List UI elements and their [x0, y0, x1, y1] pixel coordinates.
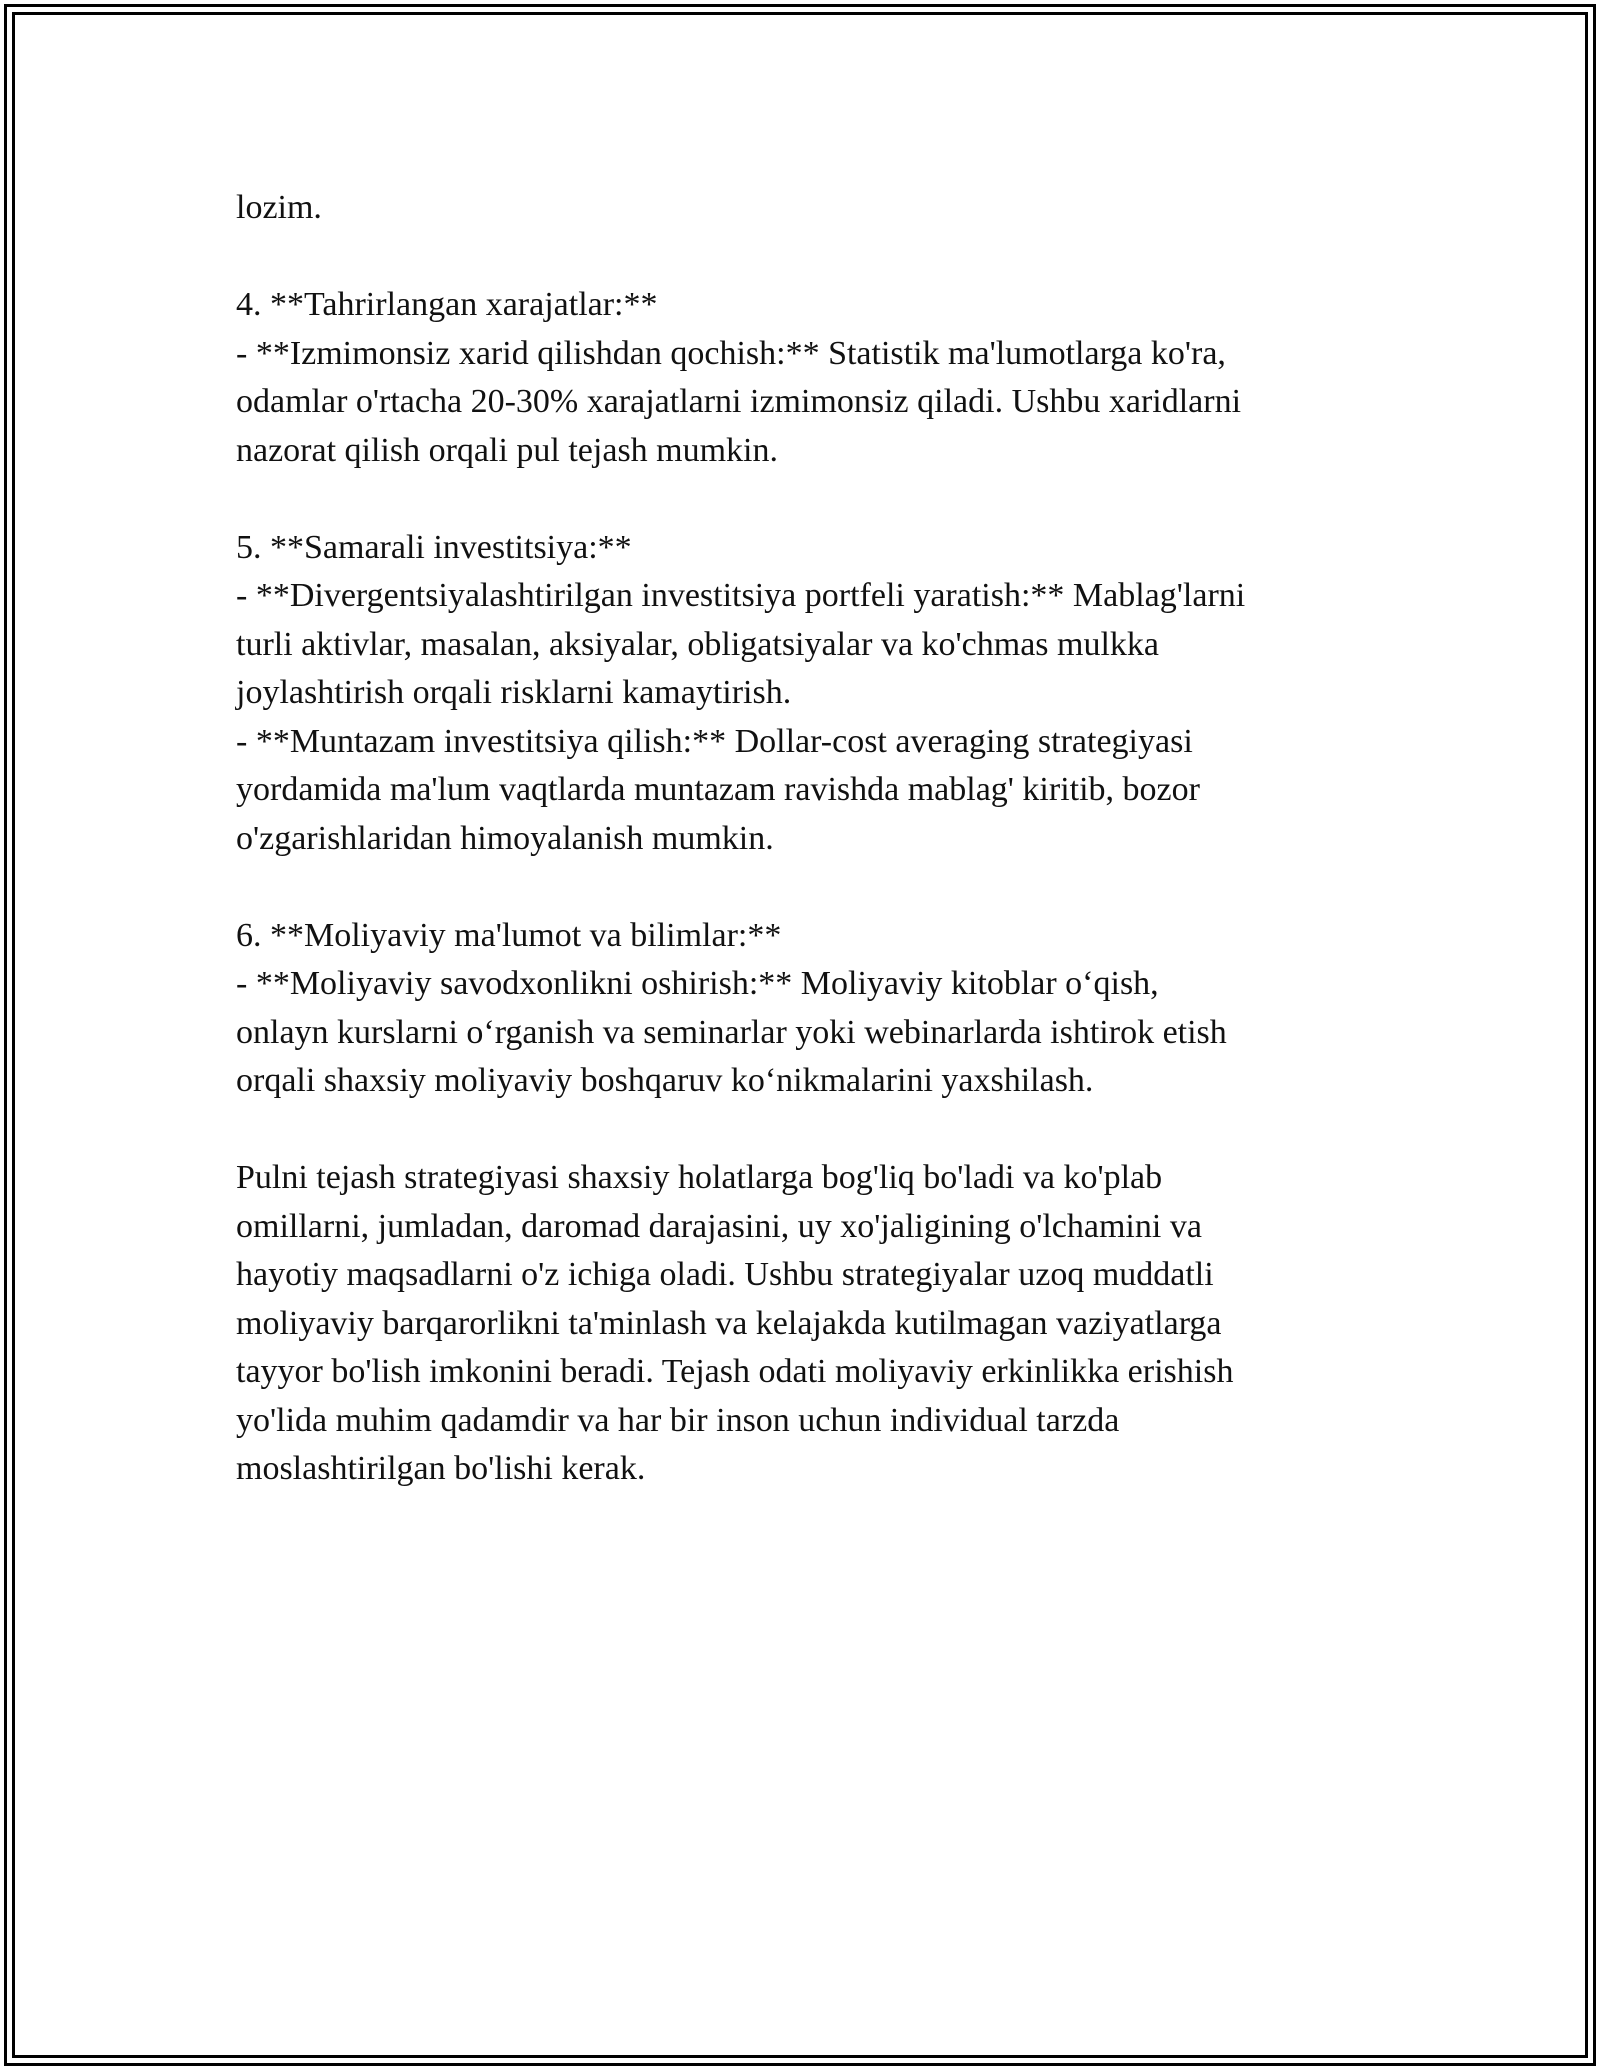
paragraph-gap: [236, 233, 1416, 282]
section-5-investment: 5. **Samarali investitsiya:** - **Divergentsiyalashtirilgan investitsiya portfeli yaratish:** Mablag'larni turli aktivlar, masalan, aksiyalar, obligatsiyalar va ko'chmas mulkka joylashtirish orqali risklarni kamaytirish. - **Muntazam investitsiya qilish:** Dollar-cost averaging strategiyasi yordamida ma'lum vaqtlarda muntazam ravishda mablag' kiritib, bozor o'zgarishlaridan himoyalanish mumkin.: [236, 528, 1246, 857]
paragraph-gap: [236, 1106, 1416, 1155]
paragraph-gap: [236, 475, 1416, 524]
paragraph-gap: [236, 863, 1416, 912]
section-4-expenses: 4. **Tahrirlangan xarajatlar:** - **Izmimonsiz xarid qilishdan qochish:** Statistik ma'lumotlarga ko'ra, odamlar o'rtacha 20-30% xarajatlarni izmimonsiz qiladi. Ushbu xaridlarni nazorat qilish orqali pul tejash mumkin.: [236, 286, 1242, 469]
section-6-financial-knowledge: 6. **Moliyaviy ma'lumot va bilimlar:** - **Moliyaviy savodxonlikni oshirish:** Moliyaviy kitoblar o‘qish, onlayn kurslarni o‘rganish va seminarlar yoki webinarlarda ishtirok etish orqali shaxsiy moliyaviy boshqaruv ko‘nikmalarini yaxshilash.: [236, 916, 1227, 1099]
continuation-paragraph: lozim.: [236, 189, 322, 226]
conclusion-paragraph: Pulni tejash strategiyasi shaxsiy holatlarga bog'liq bo'ladi va ko'plab omillarni, jumladan, daromad darajasini, uy xo'jaligining o'lchamini va hayotiy maqsadlarni o'z ichiga oladi. Ushbu strategiyalar uzoq muddatli moliyaviy barqarorlikni ta'minlash va kelajakda kutilmagan vaziyatlarga tayyor bo'lish imkonini beradi. Tejash odati moliyaviy erkinlikka erishish yo'lida muhim qadamdir va har bir inson uchun individual tarzda moslashtirilgan bo'lishi kerak.: [236, 1159, 1234, 1487]
document-body: [236, 184, 1416, 1494]
